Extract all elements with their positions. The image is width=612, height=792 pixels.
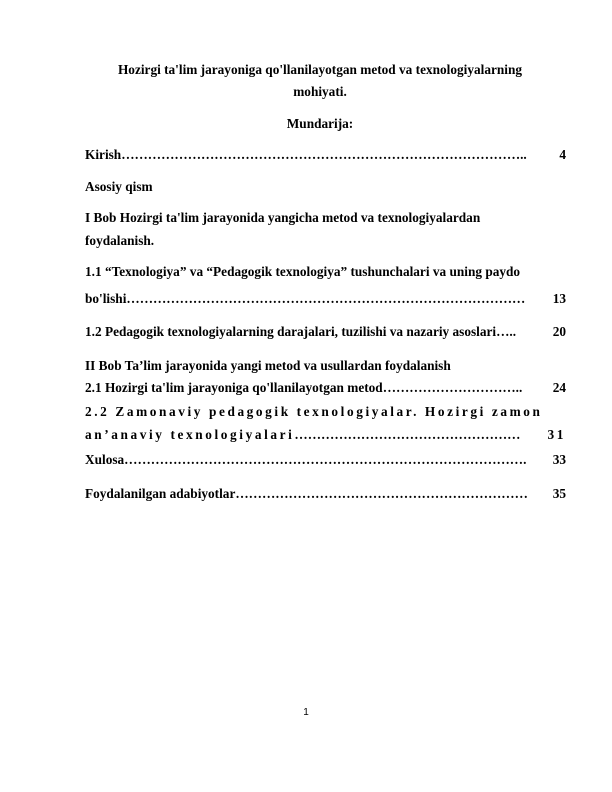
- toc-leader-dots: …………………………..: [382, 380, 523, 395]
- toc-leader-dots: …..: [496, 324, 517, 339]
- toc-page-number: 4: [559, 147, 566, 162]
- toc-page-number: 35: [552, 486, 566, 501]
- toc-entry-xulosa: [85, 451, 566, 469]
- toc-entry-label: Foydalanilgan adabiyotlar: [85, 486, 236, 501]
- toc-leader-dots: ………………………………………………………………………………..: [121, 147, 527, 162]
- toc-entry-adabiyotlar: [85, 485, 566, 503]
- page-number: 1: [303, 707, 309, 718]
- toc-entry-1-2: [85, 323, 566, 341]
- toc-entry-label: Xulosa: [85, 452, 125, 467]
- contents-heading: Mundarija:: [286, 116, 354, 131]
- document-title-line-2: mohiyati.: [293, 84, 347, 99]
- toc-leader-dots: ………………………………………………………………………………: [126, 291, 526, 306]
- toc-entry-asosiy-qism: Asosiy qism: [85, 179, 153, 194]
- document-title-line-1: Hozirgi ta'lim jarayoniga qo'llanilayotgan metod va texnologiyalarning: [117, 62, 523, 77]
- toc-entry-label: bo'lishi: [85, 291, 127, 306]
- toc-entry-label: 2.1 Hozirgi ta'lim jarayoniga qo'llanilayotgan metod: [85, 380, 383, 395]
- toc-entry-bob2: II Bob Ta’lim jarayonida yangi metod va usullardan foydalanish: [85, 358, 451, 373]
- toc-entry-label: Kirish: [85, 147, 122, 162]
- toc-entry-bob1-line-2: foydalanish.: [85, 233, 155, 248]
- toc-leader-dots: ……………………………………………: [294, 427, 521, 442]
- toc-page-number: 20: [552, 324, 566, 339]
- toc-page-number: 13: [552, 291, 566, 306]
- toc-entry-label: 1.2 Pedagogik texnologiyalarning darajalari, tuzilishi va nazariy asoslari: [85, 324, 497, 339]
- toc-entry-bob1-line-1: I Bob Hozirgi ta'lim jarayonida yangicha metod va texnologiyalardan: [85, 210, 481, 225]
- toc-entry-2-1: [85, 379, 566, 397]
- toc-entry-2-2: [85, 426, 566, 444]
- toc-leader-dots: ……………………………………………………………………………….: [124, 452, 527, 467]
- toc-entry-label: an’anaviy texnologiyalari: [85, 427, 295, 442]
- toc-entry-1-1-line-1: 1.1 “Texnologiya” va “Pedagogik texnologiya” tushunchalari va uning paydo: [85, 264, 521, 279]
- toc-page-number: 33: [552, 452, 566, 467]
- toc-entry-2-2-line-1: 2.2 Zamonaviy pedagogik texnologiyalar. Hozirgi zamon: [85, 404, 543, 419]
- toc-page-number: 24: [552, 380, 566, 395]
- toc-page-number: 31: [547, 427, 566, 442]
- toc-leader-dots: …………………………………………………………: [235, 486, 528, 501]
- toc-entry-1-1: [85, 290, 566, 308]
- toc-entry-kirish: [85, 146, 566, 164]
